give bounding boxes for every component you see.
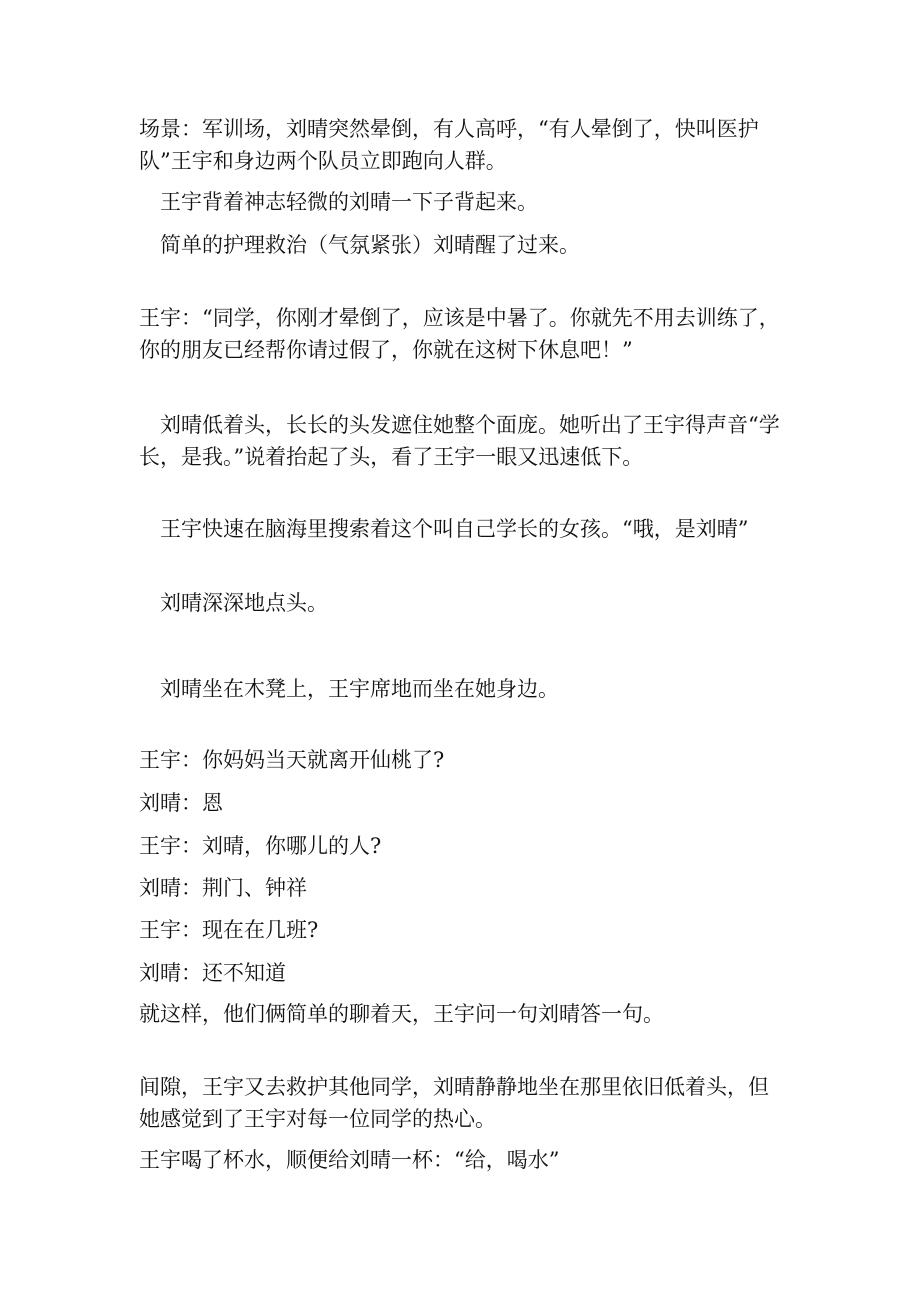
dialogue-line: 王宇喝了杯水，顺便给刘晴一杯：“给，喝水” <box>139 1148 560 1172</box>
dialogue-paragraph: 王宇：“同学，你刚才晕倒了，应该是中暑了。你就先不用去训练了，你的朋友已经帮你请过假了，你就在这树下休息吧！” <box>139 306 780 362</box>
dialogue-line: 王宇：你妈妈当天就离开仙桃了? <box>139 748 445 772</box>
action-line: 王宇背着神志轻微的刘晴一下子背起来。 <box>139 190 538 214</box>
dialogue-line: 刘晴：恩 <box>139 791 223 815</box>
narration-paragraph: 王宇快速在脑海里搜索着这个叫自己学长的女孩。“哦，是刘晴” <box>139 517 749 541</box>
action-line: 简单的护理救治（气氛紧张）刘晴醒了过来。 <box>139 233 580 257</box>
dialogue-line: 王宇：现在在几班? <box>139 918 319 942</box>
narration-paragraph: 刘晴低着头，长长的头发遮住她整个面庞。她听出了王宇得声音“学长，是我。”说着抬起了头，看了王宇一眼又迅速低下。 <box>139 413 780 469</box>
action-line: 刘晴深深地点头。 <box>139 591 328 615</box>
scene-paragraph: 场景：军训场，刘晴突然晕倒，有人高呼，“有人晕倒了，快叫医护队”王宇和身边两个队员立即跑向人群。 <box>139 117 759 173</box>
narration-paragraph: 间隙，王宇又去救护其他同学，刘晴静静地坐在那里依旧低着头，但她感觉到了王宇对每一位同学的热心。 <box>139 1075 769 1131</box>
dialogue-line: 刘晴：荆门、钟祥 <box>139 876 307 900</box>
dialogue-line: 刘晴：还不知道 <box>139 961 286 985</box>
dialogue-line: 王宇：刘晴，你哪儿的人? <box>139 834 382 858</box>
action-line: 刘晴坐在木凳上，王宇席地而坐在她身边。 <box>139 677 559 701</box>
narration-line: 就这样，他们俩简单的聊着天，王宇问一句刘晴答一句。 <box>139 1002 664 1026</box>
